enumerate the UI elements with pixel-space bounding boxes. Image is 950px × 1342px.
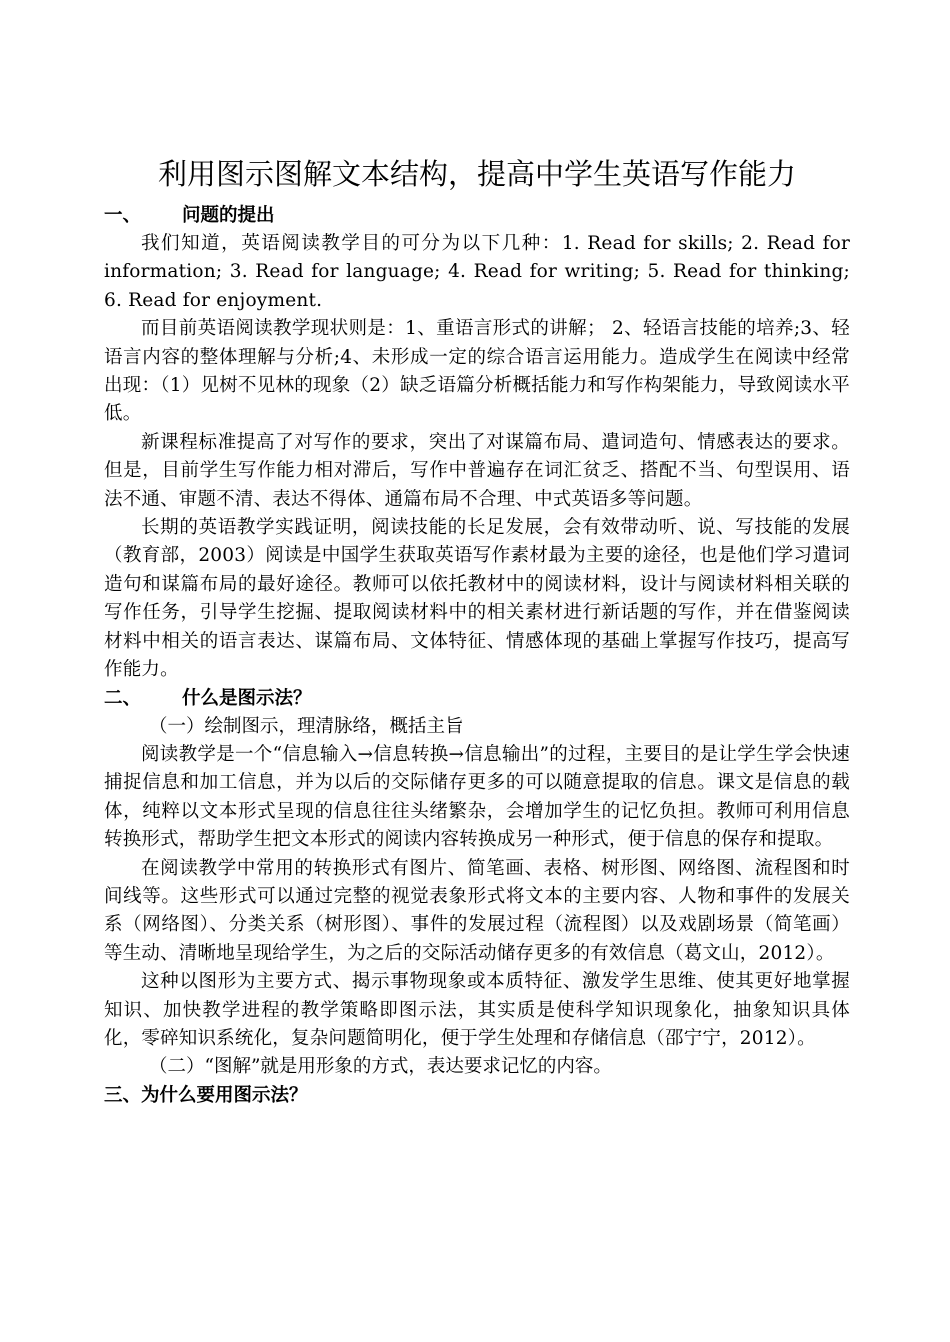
section-number: 一、 xyxy=(104,205,142,226)
subsection-heading: （一）绘制图示，理清脉络，概括主旨 xyxy=(149,715,464,737)
document-title: 利用图示图解文本结构，提高中学生英语写作能力 xyxy=(157,157,796,191)
paragraph: 新课程标准提高了对写作的要求，突出了对谋篇布局、遣词造句、情感表达的要求。但是，目前学生写作能力相对滞后，写作中普遍存在词汇贫乏、搭配不当、句型误用、语法不通、审题不清、表达不得体、通篇布局不合理、中式英语多等问题。 xyxy=(104,431,850,510)
section-title: 问题的提出 xyxy=(182,205,275,226)
section-heading-1 xyxy=(104,202,850,230)
paragraph: 这种以图形为主要方式、揭示事物现象或本质特征、激发学生思维、使其更好地掌握知识、加快教学进程的教学策略即图示法，其实质是使科学知识现象化，抽象知识具体化，零碎知识系统化，复杂问题简明化，便于学生处理和存储信息（邵宁宁，2012）。 xyxy=(104,971,850,1049)
section-title: 什么是图示法？ xyxy=(182,687,312,709)
paragraph: 我们知道，英语阅读教学目的可分为以下几种：1. Read for skills; 2. Read for information; 3. Read for language; 4. Read for writing; 5. Read for thinking; 6. Read for enjoyment. xyxy=(104,233,850,311)
paragraph: 而目前英语阅读教学现状则是：1、重语言形式的讲解； 2、轻语言技能的培养;3、轻语言内容的整体理解与分析;4、未形成一定的综合语言运用能力。造成学生在阅读中经常出现：（1）见树不见林的现象（2）缺乏语篇分析概括能力和写作构架能力，导致阅读水平低。 xyxy=(104,318,850,425)
paragraph: 阅读教学是一个“信息输入→信息转换→信息输出”的过程，主要目的是让学生学会快速捕捉信息和加工信息，并为以后的交际储存更多的可以随意提取的信息。课文是信息的载体，纯粹以文本形式呈现的信息往往头绪繁杂，会增加学生的记忆负担。教师可利用信息转换形式，帮助学生把文本形式的阅读内容转换成另一种形式，便于信息的保存和提取。 xyxy=(104,743,850,851)
section-number: 二、 xyxy=(104,687,142,709)
subsection-heading: （二）“图解”就是用形象的方式，表达要求记忆的内容。 xyxy=(149,1056,612,1078)
paragraph: 长期的英语教学实践证明，阅读技能的长足发展，会有效带动听、说、写技能的发展（教育部，2003）阅读是中国学生获取英语写作素材最为主要的途径，也是他们学习遣词造句和谋篇布局的最好途径。教师可以依托教材中的阅读材料，设计与阅读材料相关联的写作任务，引导学生挖掘、提取阅读材料中的相关素材进行新话题的写作，并在借鉴阅读材料中相关的语言表达、谋篇布局、文体特征、情感体现的基础上掌握写作技巧，提高写作能力。 xyxy=(104,517,850,681)
document-page xyxy=(104,152,850,1110)
section-title: 为什么要用图示法？ xyxy=(141,1084,308,1106)
paragraph: 在阅读教学中常用的转换形式有图片、简笔画、表格、树形图、网络图、流程图和时间线等。这些形式可以通过完整的视觉表象形式将文本的主要内容、人物和事件的发展关系（网络图）、分类关系（树形图）、事件的发展过程（流程图）以及戏剧场景（简笔画）等生动、清晰地呈现给学生，为之后的交际活动储存更多的有效信息（葛文山，2012）。 xyxy=(104,857,850,964)
section-heading-3 xyxy=(104,1082,850,1110)
section-number: 三、 xyxy=(104,1084,142,1106)
section-heading-2 xyxy=(104,685,850,713)
